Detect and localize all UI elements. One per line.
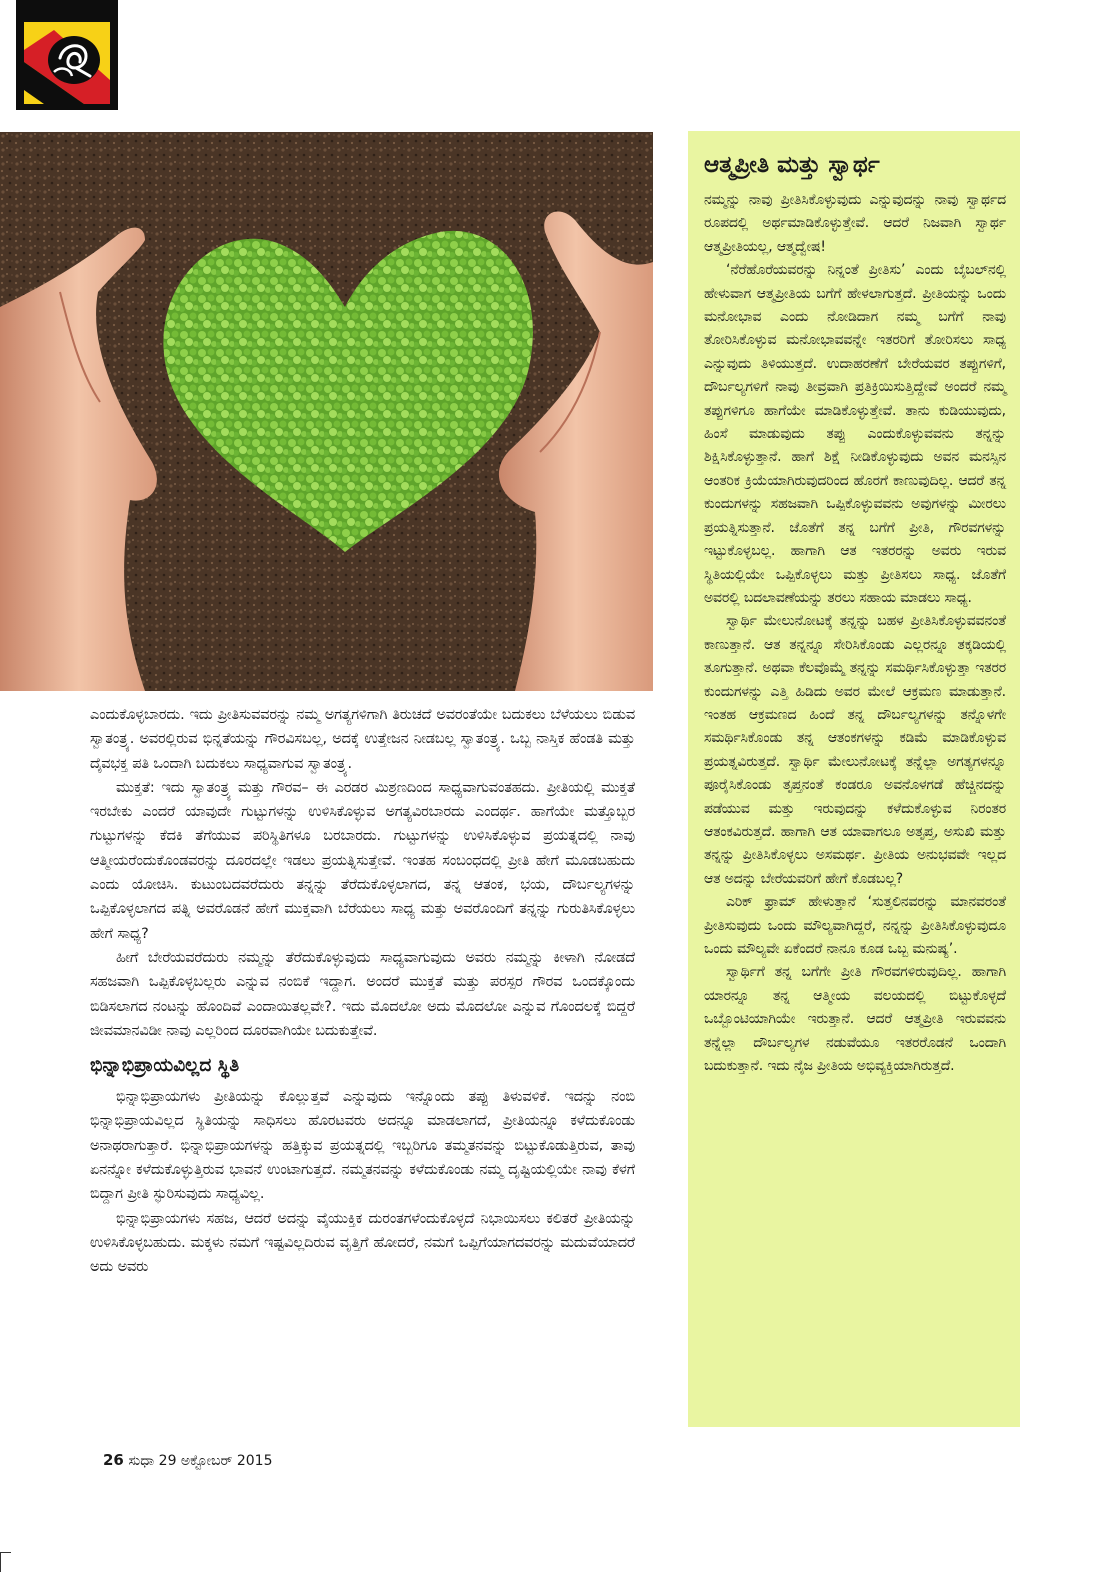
article-paragraph-4: ಭಿನ್ನಾಭಿಪ್ರಾಯಗಳು ಪ್ರೀತಿಯನ್ನು ಕೊಲ್ಲುತ್ತವೆ ಎನ್ನುವುದು ಇನ್ನೊಂದು ತಪ್ಪು ತಿಳುವಳಿಕೆ. ಇದನ್ನು ನಂಬಿ ಭಿನ್ನಾಭಿಪ್ರಾಯವಿಲ್ಲದ ಸ್ಥಿತಿಯನ್ನು ಸಾಧಿಸಲು ಹೊರಟವರು ಅದನ್ನೂ ಮಾಡಲಾಗದೆ, ಪ್ರೀತಿಯನ್ನೂ ಕಳೆದುಕೊಂಡು ಅನಾಥರಾಗುತ್ತಾರೆ. ಭಿನ್ನಾಭಿಪ್ರಾಯಗಳನ್ನು ಹತ್ತಿಕ್ಕುವ ಪ್ರಯತ್ನದಲ್ಲಿ ಇಬ್ಬರಿಗೂ ತಮ್ಮತನವನ್ನು ಬಿಟ್ಟುಕೊಡುತ್ತಿರುವ, ತಾವು ಏನನ್ನೋ ಕಳೆದುಕೊಳ್ಳುತ್ತಿರುವ ಭಾವನೆ ಉಂಟಾಗುತ್ತದೆ. ನಮ್ಮತನವನ್ನು ಕಳೆದುಕೊಂಡು ನಮ್ಮ ದೃಷ್ಟಿಯಲ್ಲಿಯೇ ನಾವು ಕೆಳಗೆ ಬಿದ್ದಾಗ ಪ್ರೀತಿ ಸ್ಫುರಿಸುವುದು ಸಾಧ್ಯವಿಲ್ಲ.	[90, 1089, 635, 1203]
sidebar-paragraph-3: ಸ್ವಾರ್ಥಿ ಮೇಲುನೋಟಕ್ಕೆ ತನ್ನನ್ನು ಬಹಳ ಪ್ರೀತಿಸಿಕೊಳ್ಳುವವನಂತೆ ಕಾಣುತ್ತಾನೆ. ಆತ ತನ್ನನ್ನೂ ಸೇರಿಸಿಕೊಂಡು ಎಲ್ಲರನ್ನೂ ತಕ್ಕಡಿಯಲ್ಲಿ ತೂಗುತ್ತಾನೆ. ಅಥವಾ ಕೆಲವೊಮ್ಮೆ ತನ್ನನ್ನು ಸಮರ್ಥಿಸಿಕೊಳ್ಳುತ್ತಾ ಇತರರ ಕುಂದುಗಳನ್ನು ಎತ್ತಿ ಹಿಡಿದು ಅವರ ಮೇಲೆ ಆಕ್ರಮಣ ಮಾಡುತ್ತಾನೆ. ಇಂತಹ ಆಕ್ರಮಣದ ಹಿಂದೆ ತನ್ನ ದೌರ್ಬಲ್ಯಗಳನ್ನು ತನ್ನೊಳಗೇ ಸಮರ್ಥಿಸಿಕೊಂಡು ತನ್ನ ಆತಂಕಗಳನ್ನು ಕಡಿಮೆ ಮಾಡಿಕೊಳ್ಳುವ ಪ್ರಯತ್ನವಿರುತ್ತದೆ. ಸ್ವಾರ್ಥಿ ಮೇಲುನೋಟಕ್ಕೆ ತನ್ನೆಲ್ಲಾ ಅಗತ್ಯಗಳನ್ನೂ ಪೂರೈಸಿಕೊಂಡು ತೃಪ್ತನಂತೆ ಕಂಡರೂ ಅವನೊಳಗಡೆ ಹೆಚ್ಚಿನದನ್ನು ಪಡೆಯುವ ಮತ್ತು ಇರುವುದನ್ನು ಕಳೆದುಕೊಳ್ಳುವ ನಿರಂತರ ಆತಂಕವಿರುತ್ತದೆ. ಹಾಗಾಗಿ ಆತ ಯಾವಾಗಲೂ ಅತೃಪ್ತ, ಅಸುಖಿ ಮತ್ತು ತನ್ನನ್ನು ಪ್ರೀತಿಸಿಕೊಳ್ಳಲು ಅಸಮರ್ಥ. ಪ್ರೀತಿಯ ಅನುಭವವೇ ಇಲ್ಲದ ಆತ ಅದನ್ನು ಬೇರೆಯವರಿಗೆ ಹೇಗೆ ಕೊಡಬಲ್ಲ?	[704, 613, 1006, 887]
article-paragraph-2: ಮುಕ್ತತೆ: ಇದು ಸ್ವಾತಂತ್ರ್ಯ ಮತ್ತು ಗೌರವ– ಈ ಎರಡರ ಮಿಶ್ರಣದಿಂದ ಸಾಧ್ಯವಾಗುವಂತಹದು. ಪ್ರೀತಿಯಲ್ಲಿ ಮುಕ್ತತೆ ಇರಬೇಕು ಎಂದರೆ ಯಾವುದೇ ಗುಟ್ಟುಗಳನ್ನು ಉಳಿಸಿಕೊಳ್ಳುವ ಅಗತ್ಯವಿರಬಾರದು ಎಂದರ್ಥ. ಹಾಗೆಯೇ ಮತ್ತೊಬ್ಬರ ಗುಟ್ಟುಗಳನ್ನು ಕೆದಕಿ ತೆಗೆಯುವ ಪರಿಸ್ಥಿತಿಗಳೂ ಬರಬಾರದು. ಗುಟ್ಟುಗಳನ್ನು ಉಳಿಸಿಕೊಳ್ಳುವ ಪ್ರಯತ್ನದಲ್ಲಿ ನಾವು ಆತ್ಮೀಯರೆಂದುಕೊಂಡವರನ್ನು ದೂರದಲ್ಲೇ ಇಡಲು ಪ್ರಯತ್ನಿಸುತ್ತೇವೆ. ಇಂತಹ ಸಂಬಂಧದಲ್ಲಿ ಪ್ರೀತಿ ಹೇಗೆ ಮೂಡಬಹುದು ಎಂದು ಯೋಚಿಸಿ. ಕುಟುಂಬದವರೆದುರು ತನ್ನನ್ನು ತೆರೆದುಕೊಳ್ಳಲಾಗದ, ತನ್ನ ಆತಂಕ, ಭಯ, ದೌರ್ಬಲ್ಯಗಳನ್ನು ಒಪ್ಪಿಕೊಳ್ಳಲಾಗದ ಪತ್ನಿ ಅವರೊಡನೆ ಹೇಗೆ ಮುಕ್ತವಾಗಿ ಬೆರೆಯಲು ಸಾಧ್ಯ ಮತ್ತು ಅವರೊಂದಿಗೆ ತನ್ನನ್ನು ಗುರುತಿಸಿಕೊಳ್ಳಲು ಹೇಗೆ ಸಾಧ್ಯ?	[90, 779, 635, 942]
article-paragraph-5: ಭಿನ್ನಾಭಿಪ್ರಾಯಗಳು ಸಹಜ, ಆದರೆ ಅದನ್ನು ವೈಯುಕ್ತಿಕ ದುರಂತಗಳೆಂದುಕೊಳ್ಳದೆ ನಿಭಾಯಿಸಲು ಕಲಿತರೆ ಪ್ರೀತಿಯನ್ನು ಉಳಿಸಿಕೊಳ್ಳಬಹುದು. ಮಕ್ಕಳು ನಮಗೆ ಇಷ್ಟವಿಲ್ಲದಿರುವ ವೃತ್ತಿಗೆ ಹೋದರೆ, ನಮಗೆ ಒಪ್ಪಿಗೆಯಾಗದವರನ್ನು ಮದುವೆಯಾದರೆ ಅದು ಅವರು	[90, 1210, 635, 1276]
issue-date: 29 ಅಕ್ಟೋಬರ್ 2015	[158, 1453, 273, 1469]
magazine-logo-icon	[24, 22, 110, 104]
logo-tile	[24, 22, 110, 104]
magazine-name: ಸುಧಾ	[128, 1453, 155, 1469]
article-paragraph-1: ಎಂದುಕೊಳ್ಳಬಾರದು. ಇದು ಪ್ರೀತಿಸುವವರನ್ನು ನಮ್ಮ ಅಗತ್ಯಗಳಿಗಾಗಿ ತಿರುಚದೆ ಅವರಂತೆಯೇ ಬದುಕಲು ಬೆಳೆಯಲು ಬಿಡುವ ಸ್ವಾತಂತ್ರ್ಯ. ಅವರಲ್ಲಿರುವ ಭಿನ್ನತೆಯನ್ನು ಗೌರವಿಸಬಲ್ಲ, ಅದಕ್ಕೆ ಉತ್ತೇಜನ ನೀಡಬಲ್ಲ ಸ್ವಾತಂತ್ರ್ಯ. ಒಬ್ಬ ನಾಸ್ತಿಕ ಹೆಂಡತಿ ಮತ್ತು ದೈವಭಕ್ತ ಪತಿ ಒಂದಾಗಿ ಬದುಕಲು ಸಾಧ್ಯವಾಗುವ ಸ್ವಾತಂತ್ರ್ಯ.	[90, 707, 635, 772]
article-subheading: ಭಿನ್ನಾಭಿಪ್ರಾಯವಿಲ್ಲದ ಸ್ಥಿತಿ	[90, 1055, 240, 1077]
hero-image	[0, 132, 653, 691]
heart-plant-hands-photo	[0, 132, 653, 691]
crop-mark	[0, 1552, 11, 1572]
article-body	[90, 703, 635, 1280]
sidebar-title: ಆತ್ಮಪ್ರೀತಿ ಮತ್ತು ಸ್ವಾರ್ಥ	[704, 152, 880, 178]
sidebar-paragraph-5: ಸ್ವಾರ್ಥಿಗೆ ತನ್ನ ಬಗೆಗೇ ಪ್ರೀತಿ ಗೌರವಗಳಿರುವುದಿಲ್ಲ. ಹಾಗಾಗಿ ಯಾರನ್ನೂ ತನ್ನ ಆತ್ಮೀಯ ವಲಯದಲ್ಲಿ ಬಿಟ್ಟುಕೊಳ್ಳದೆ ಒಬ್ಬೊಂಟಿಯಾಗಿಯೇ ಇರುತ್ತಾನೆ. ಆದರೆ ಆತ್ಮಪ್ರೀತಿ ಇರುವವನು ತನ್ನೆಲ್ಲಾ ದೌರ್ಬಲ್ಯಗಳ ನಡುವೆಯೂ ಇತರರೊಡನೆ ಒಂದಾಗಿ ಬದುಕುತ್ತಾನೆ. ಇದು ನೈಜ ಪ್ರೀತಿಯ ಅಭಿವ್ಯಕ್ತಿಯಾಗಿರುತ್ತದೆ.	[704, 964, 1006, 1075]
page-footer	[103, 1451, 272, 1469]
magazine-logo	[16, 0, 118, 110]
sidebar-paragraph-1: ನಮ್ಮನ್ನು ನಾವು ಪ್ರೀತಿಸಿಕೊಳ್ಳುವುದು ಎನ್ನುವುದನ್ನು ನಾವು ಸ್ವಾರ್ಥದ ರೂಪದಲ್ಲಿ ಅರ್ಥಮಾಡಿಕೊಳ್ಳುತ್ತೇವೆ. ಆದರೆ ನಿಜವಾಗಿ ಸ್ವಾರ್ಥ ಆತ್ಮಪ್ರೀತಿಯಲ್ಲ, ಆತ್ಮದ್ವೇಷ!	[704, 192, 1006, 255]
article-paragraph-3: ಹೀಗೆ ಬೇರೆಯವರೆದುರು ನಮ್ಮನ್ನು ತೆರೆದುಕೊಳ್ಳುವುದು ಸಾಧ್ಯವಾಗುವುದು ಅವರು ನಮ್ಮನ್ನು ಕೀಳಾಗಿ ನೋಡದೆ ಸಹಜವಾಗಿ ಒಪ್ಪಿಕೊಳ್ಳಬಲ್ಲರು ಎನ್ನುವ ನಂಬಿಕೆ ಇದ್ದಾಗ. ಅಂದರೆ ಮುಕ್ತತೆ ಮತ್ತು ಪರಸ್ಪರ ಗೌರವ ಒಂದಕ್ಕೊಂದು ಬಿಡಿಸಲಾಗದ ನಂಟನ್ನು ಹೊಂದಿವೆ ಎಂದಾಯಿತಲ್ಲವೇ?. ಇದು ಮೊದಲೋ ಅದು ಮೊದಲೋ ಎನ್ನುವ ಗೊಂದಲಕ್ಕೆ ಬಿದ್ದರೆ ಜೀವಮಾನವಿಡೀ ನಾವು ಎಲ್ಲರಿಂದ ದೂರವಾಗಿಯೇ ಬದುಕುತ್ತೇವೆ.	[90, 949, 635, 1039]
sidebar-paragraph-4: ಎರಿಕ್ ಫ್ರಾಮ್ ಹೇಳುತ್ತಾನೆ ‘ಸುತ್ತಲಿನವರನ್ನು ಮಾನವರಂತೆ ಪ್ರೀತಿಸುವುದು ಒಂದು ಮೌಲ್ಯವಾಗಿದ್ದರೆ, ನನ್ನನ್ನು ಪ್ರೀತಿಸಿಕೊಳ್ಳುವುದೂ ಒಂದು ಮೌಲ್ಯವೇ ಏಕೆಂದರೆ ನಾನೂ ಕೂಡ ಒಬ್ಬ ಮನುಷ್ಯ’.	[704, 894, 1006, 957]
page-number: 26	[103, 1451, 124, 1469]
sidebar-paragraph-2: ‘ನೆರೆಹೊರೆಯವರನ್ನು ನಿನ್ನಂತೆ ಪ್ರೀತಿಸು’ ಎಂದು ಬೈಬಲ್‌ನಲ್ಲಿ ಹೇಳುವಾಗ ಆತ್ಮಪ್ರೀತಿಯ ಬಗೆಗೆ ಹೇಳಲಾಗುತ್ತದೆ. ಪ್ರೀತಿಯನ್ನು ಒಂದು ಮನೋಭಾವ ಎಂದು ನೋಡಿದಾಗ ನಮ್ಮ ಬಗೆಗೆ ನಾವು ತೋರಿಸಿಕೊಳ್ಳುವ ಮನೋಭಾವವನ್ನೇ ಇತರರಿಗೆ ತೋರಿಸಲು ಸಾಧ್ಯ ಎನ್ನುವುದು ತಿಳಿಯುತ್ತದೆ. ಉದಾಹರಣೆಗೆ ಬೇರೆಯವರ ತಪ್ಪುಗಳಿಗೆ, ದೌರ್ಬಲ್ಯಗಳಿಗೆ ನಾವು ತೀವ್ರವಾಗಿ ಪ್ರತಿಕ್ರಿಯಿಸುತ್ತಿದ್ದೇವೆ ಅಂದರೆ ನಮ್ಮ ತಪ್ಪುಗಳಿಗೂ ಹಾಗೆಯೇ ಮಾಡಿಕೊಳ್ಳುತ್ತೇವೆ. ತಾನು ಕುಡಿಯುವುದು, ಹಿಂಸೆ ಮಾಡುವುದು ತಪ್ಪು ಎಂದುಕೊಳ್ಳುವವನು ತನ್ನನ್ನು ಶಿಕ್ಷಿಸಿಕೊಳ್ಳುತ್ತಾನೆ. ಹಾಗೆ ಶಿಕ್ಷೆ ನೀಡಿಕೊಳ್ಳುವುದು ಅವನ ಮನಸ್ಸಿನ ಆಂತರಿಕ ಕ್ರಿಯೆಯಾಗಿರುವುದರಿಂದ ಹೊರಗೆ ಕಾಣುವುದಿಲ್ಲ. ಆದರೆ ತನ್ನ ಕುಂದುಗಳನ್ನು ಸಹಜವಾಗಿ ಒಪ್ಪಿಕೊಳ್ಳುವವನು ಅವುಗಳನ್ನು ಮೀರಲು ಪ್ರಯತ್ನಿಸುತ್ತಾನೆ. ಜೊತೆಗೆ ತನ್ನ ಬಗೆಗೆ ಪ್ರೀತಿ, ಗೌರವಗಳನ್ನು ಇಟ್ಟುಕೊಳ್ಳಬಲ್ಲ. ಹಾಗಾಗಿ ಆತ ಇತರರನ್ನು ಅವರು ಇರುವ ಸ್ಥಿತಿಯಲ್ಲಿಯೇ ಒಪ್ಪಿಕೊಳ್ಳಲು ಮತ್ತು ಪ್ರೀತಿಸಲು ಸಾಧ್ಯ. ಜೊತೆಗೆ ಅವರಲ್ಲಿ ಬದಲಾವಣೆಯನ್ನು ತರಲು ಸಹಾಯ ಮಾಡಲು ಸಾಧ್ಯ.	[704, 262, 1006, 606]
sidebar-box	[688, 131, 1020, 1427]
